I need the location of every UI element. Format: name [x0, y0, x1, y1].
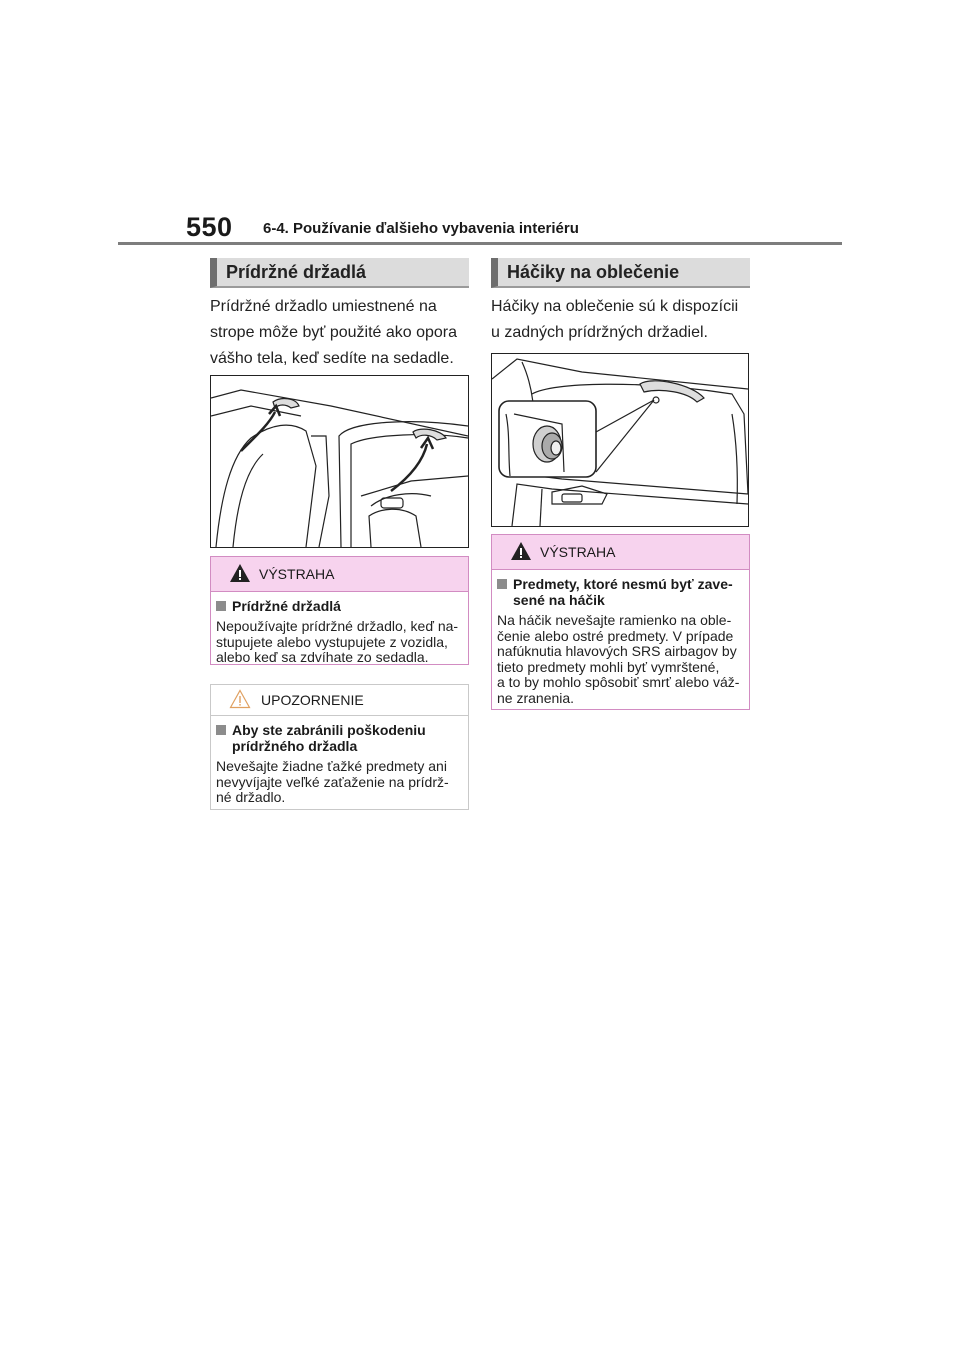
- warning-header: [492, 535, 749, 570]
- header-rule: [118, 242, 842, 245]
- grab-handle-illustration: [210, 375, 469, 548]
- warning-triangle-icon: [229, 563, 251, 583]
- notice-box-grab-handles: [210, 684, 469, 810]
- warning-item-title: Prídržné držadlá: [216, 598, 462, 614]
- notice-item-title: Aby ste zabránili poškodeniu prídržného držadla: [216, 722, 462, 754]
- bullet-square-icon: [497, 579, 507, 589]
- warning-box-coat-hooks: [491, 534, 750, 710]
- page-number: 550: [186, 212, 233, 242]
- warning-header: [211, 557, 468, 592]
- warning-triangle-icon: [510, 541, 532, 561]
- notice-header: [211, 685, 468, 716]
- coat-hook-illustration: [491, 353, 749, 527]
- section-heading-coat-hooks: Háčiky na oblečenie: [491, 258, 750, 288]
- warning-box-grab-handles: [210, 556, 469, 665]
- bullet-square-icon: [216, 601, 226, 611]
- section-heading-grab-handles: Prídržné držadlá: [210, 258, 469, 288]
- warning-item-body: Na háčik nevešajte ramienko na oble- čenie alebo ostré predmety. V prípade nafúknutia hlavových SRS airbagov by tieto predmety mohli byť vymrštené, a to by mohlo spôsobiť smrť alebo váž- ne zranenia.: [497, 612, 740, 706]
- paragraph-line: Prídržné držadlo umiestnené na: [210, 298, 437, 315]
- paragraph-line: u zadných prídržných držadiel.: [491, 324, 708, 341]
- paragraph-line: Háčiky na oblečenie sú k dispozícii: [491, 298, 739, 315]
- warning-title: VÝSTRAHA: [540, 544, 616, 560]
- caution-triangle-icon: [229, 689, 251, 709]
- warning-item-title: Predmety, ktoré nesmú byť zave- sené na háčik: [497, 576, 743, 608]
- paragraph-line: strope môže byť použité ako opora: [210, 324, 458, 341]
- bullet-square-icon: [216, 725, 226, 735]
- grab-handles-paragraph: [210, 294, 472, 372]
- chapter-title: 6-4. Používanie ďalšieho vybavenia interiéru: [263, 220, 579, 237]
- paragraph-line: vášho tela, keď sedíte na sedadle.: [210, 350, 454, 367]
- warning-title: VÝSTRAHA: [259, 566, 335, 582]
- notice-item-body: Nevešajte žiadne ťažké predmety ani nevyvíjajte veľké zaťaženie na prídrž- né držadlo.: [216, 758, 449, 805]
- warning-item-body: Nepoužívajte prídržné držadlo, keď na- stupujete alebo vystupujete z vozidla, alebo keď sa zdvíhate zo sedadla.: [216, 618, 459, 665]
- coat-hooks-paragraph: [491, 294, 753, 346]
- notice-title: UPOZORNENIE: [261, 692, 364, 708]
